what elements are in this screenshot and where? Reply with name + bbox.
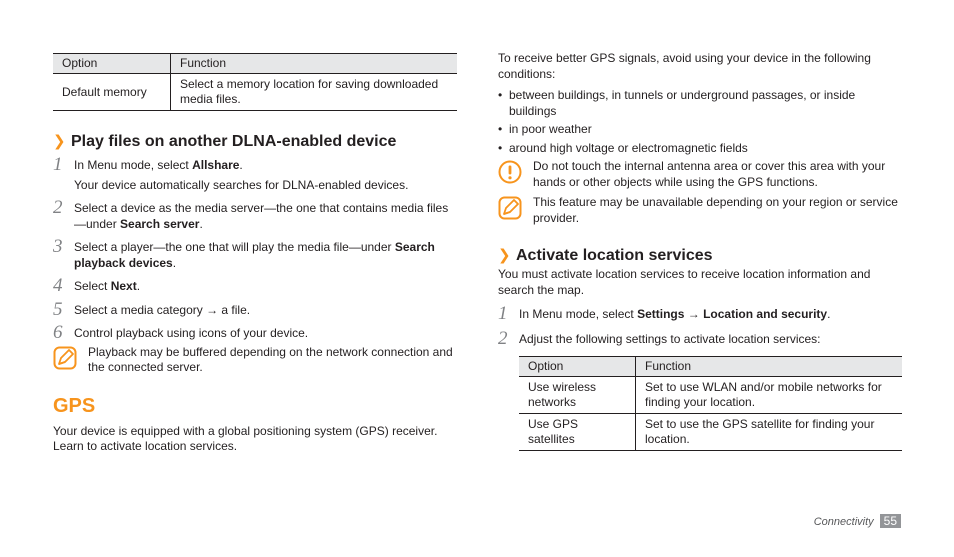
bullet-text: in poor weather [509,122,592,136]
pencil-note-icon [498,196,522,225]
step-number: 3 [53,236,63,257]
note-block [53,345,457,376]
gps-description: Your device is equipped with a global positioning system (GPS) receiver. Learn to activate location services. [53,423,438,453]
table-cell-option: Use wireless networks [519,377,636,414]
step-text: Select a device as the media server—the one that contains media files—under [74,201,449,231]
step-text-end: . [172,255,177,270]
step-item [53,322,457,343]
right-column [498,51,902,451]
step-text-end: . [136,279,141,293]
page-footer [814,514,901,531]
memory-options-table [53,53,457,111]
step-number: 4 [53,275,63,296]
step-number: 1 [498,303,508,324]
page-number: 55 [880,514,901,528]
step-number: 1 [53,154,63,175]
step-text: Control playback using icons of your device. [74,326,309,340]
warning-exclamation-icon [498,160,522,189]
section-description: You must activate location services to receive location information and search the map. [498,267,871,297]
gps-heading: GPS [53,394,96,417]
note-block [498,195,902,226]
step-bold-text: Location and security [703,307,828,321]
section-heading-text: Activate location services [516,247,713,264]
step-item [498,327,902,349]
step-item [53,197,457,232]
step-text: In Menu mode, select [519,307,638,321]
location-settings-table [519,356,902,451]
list-item [498,122,902,138]
bullet-text: around high voltage or electromagnetic fields [509,140,748,155]
list-item [498,141,902,157]
table-cell-function: Set to use WLAN and/or mobile networks for finding your location. [636,377,903,414]
step-item [498,303,902,324]
footer-chapter-label: Connectivity [813,516,874,528]
step-item [53,298,457,320]
step-text: Select a player—the one that will play the media file—under [74,240,395,254]
step-item [53,154,457,193]
pencil-note-icon [53,346,77,375]
warning-block [498,159,902,190]
chevron-right-icon: ❯ [498,247,511,264]
step-arrow: → [684,307,704,321]
section-heading-location [498,246,902,266]
table-header-function: Function [171,54,458,74]
step-bold-text: Search server [120,216,200,231]
left-column [53,53,457,455]
step-item [53,275,457,296]
step-text: In Menu mode, select [74,158,193,172]
step-text-end: . [827,307,831,321]
gps-intro-text: To receive better GPS signals, avoid using your device in the following conditions: [498,51,871,81]
bullet: • [498,140,503,155]
warning-text: Do not touch the internal antenna area or cover this area with your hands or other objects while using the GPS functions. [533,159,886,189]
step-text: Adjust the following settings to activate location services: [519,331,821,346]
table-cell-function: Select a memory location for saving downloaded media files. [171,74,458,111]
table-header-option: Option [53,54,171,74]
list-item [498,88,902,119]
bullet: • [498,122,503,136]
table-cell-option: Default memory [53,74,171,111]
table-cell-function: Set to use the GPS satellite for finding your location. [636,414,903,451]
table-cell-option: Use GPS satellites [519,414,636,451]
table-header-row [519,357,902,377]
step-bold-text: Search playback devices [74,240,435,270]
step-subtext: Your device automatically searches for DLNA-enabled devices. [74,177,409,192]
step-text-end: . [199,216,203,231]
table-row [519,377,902,414]
step-number: 5 [53,298,63,320]
section-heading-text: Play files on another DLNA-enabled device [71,133,397,150]
step-text-end: . [239,158,243,172]
bullet: • [498,88,503,102]
step-bold-text: Settings [637,307,685,321]
table-header-row [53,54,457,74]
note-text: Playback may be buffered depending on the network connection and the connected server. [88,344,453,374]
table-row [519,414,902,451]
step-text: Select [74,279,111,293]
step-number: 2 [53,197,63,218]
step-bold-text: Next [110,279,137,293]
step-number: 6 [53,322,63,343]
chevron-right-icon: ❯ [53,133,66,150]
step-text: Select a media category → a file. [74,302,251,317]
step-bold-text: Allshare [192,158,240,172]
table-row [53,74,457,111]
table-header-option: Option [519,357,636,377]
bullet-text: between buildings, in tunnels or underground passages, or inside buildings [509,88,856,118]
note-text: This feature may be unavailable depending on your region or service provider. [533,195,898,225]
table-header-function: Function [636,357,903,377]
section-heading-dlna [53,132,457,152]
step-number: 2 [498,327,508,349]
step-item [53,236,457,271]
